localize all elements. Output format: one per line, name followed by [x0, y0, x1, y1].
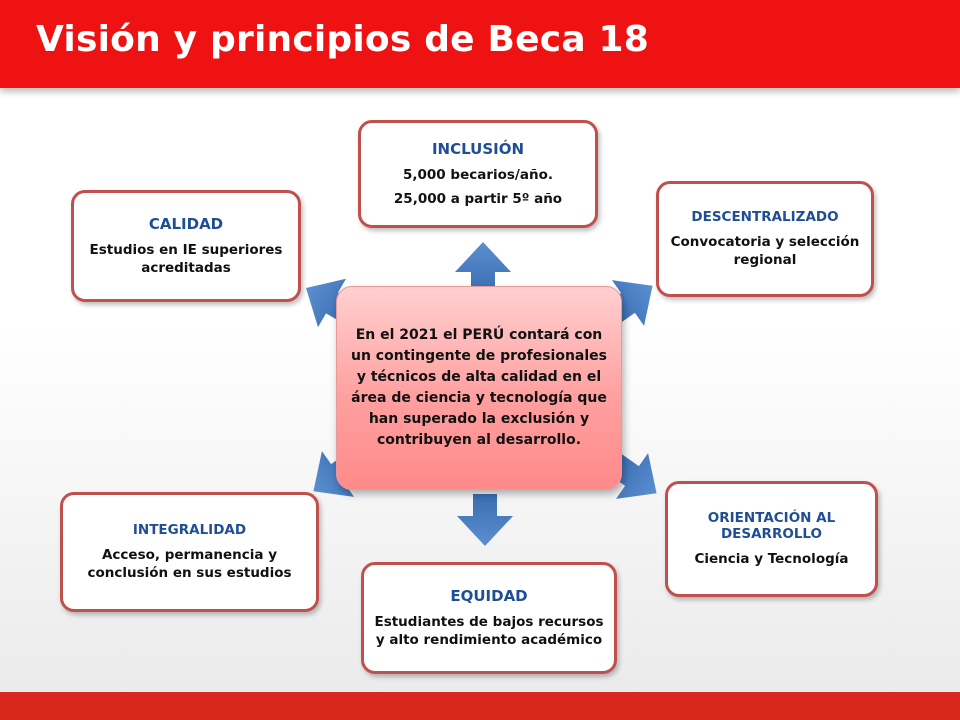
box-equidad	[361, 562, 617, 674]
equidad-title: EQUIDAD	[450, 587, 528, 605]
integralidad-title: INTEGRALIDAD	[132, 522, 247, 538]
descentralizado-text: Convocatoria y selección regional	[670, 234, 860, 268]
box-inclusion	[358, 120, 598, 228]
calidad-text: Estudios en IE superiores acreditadas	[89, 242, 283, 276]
orientacion-text: Ciencia y Tecnología	[694, 551, 849, 567]
equidad-text: Estudiantes de bajos recursos y alto rendimiento académico	[374, 614, 604, 648]
inclusion-title: INCLUSIÓN	[431, 140, 525, 158]
inclusion-line2: 25,000 a partir 5º año	[393, 191, 563, 207]
box-descentralizado	[656, 181, 874, 297]
vision-text: En el 2021 el PERÚ contará con un contingente de profesionales y técnicos de alta calidad en el área de ciencia y tecnología que han superado la exclusión y contribuyen al desarrollo.	[351, 327, 608, 448]
box-orientacion	[665, 481, 878, 597]
orientacion-title: ORIENTACIÓN AL DESARROLLO	[707, 510, 836, 542]
footer-bar	[0, 692, 960, 720]
calidad-title: CALIDAD	[148, 215, 224, 233]
inclusion-line1: 5,000 becarios/año.	[403, 167, 553, 183]
arrow-down-icon	[457, 494, 513, 546]
integralidad-text: Acceso, permanencia y conclusión en sus estudios	[87, 547, 292, 581]
descentralizado-title: DESCENTRALIZADO	[691, 209, 839, 225]
vision-statement	[336, 286, 622, 490]
slide-title: Visión y principios de Beca 18	[36, 19, 650, 60]
box-integralidad	[60, 492, 319, 612]
box-calidad	[71, 190, 301, 302]
